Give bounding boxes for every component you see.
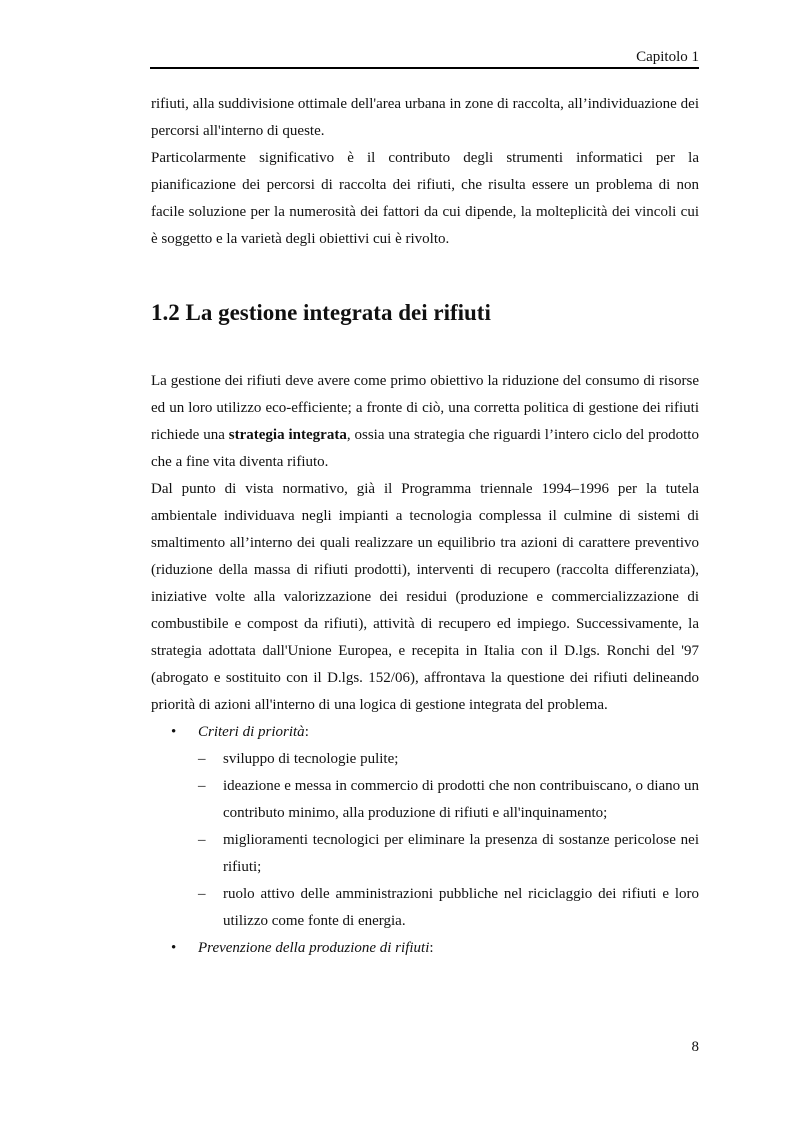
sub-list-item-text: ruolo attivo delle amministrazioni pubbliche nel riciclaggio dei rifiuti e loro utilizzo come fonte di energia. [223, 886, 699, 929]
running-header-chapter: Capitolo 1 [636, 49, 699, 65]
sub-list-item [198, 773, 699, 827]
list-item-prevenzione [151, 935, 699, 962]
paragraph-integrated-management [151, 368, 699, 476]
paragraph-continuation: rifiuti, alla suddivisione ottimale dell'area urbana in zone di raccolta, all’individuazione dei percorsi all'interno di queste. [151, 96, 699, 139]
bullet-icon: • [171, 940, 177, 956]
list-item-label: Criteri di priorità [198, 724, 305, 740]
sub-list-item [198, 827, 699, 881]
sub-list-item-text: miglioramenti tecnologici per eliminare la presenza di sostanze pericolose nei rifiuti; [223, 832, 699, 875]
header-rule [150, 67, 699, 69]
paragraph-informatics: Particolarmente significativo è il contributo degli strumenti informatici per la pianificazione dei percorsi di raccolta dei rifiuti, che risulta essere un problema di non facile soluzione per la numerosità dei fattori da cui dipende, la molteplicità dei vincoli cui è soggetto e la varietà degli obiettivi cui è rivolto. [151, 150, 699, 247]
sub-list [198, 746, 699, 935]
sub-list-item [198, 881, 699, 935]
list-item-label: Prevenzione della produzione di rifiuti [198, 940, 430, 956]
list-item-colon: : [429, 940, 434, 956]
list-item-colon: : [304, 724, 309, 740]
priority-list [151, 719, 699, 962]
page-number: 8 [691, 1039, 699, 1055]
dash-icon: – [198, 886, 206, 902]
list-item-criteri [151, 719, 699, 935]
sub-list-item-text: ideazione e messa in commercio di prodotti che non contribuiscano, o diano un contributo minimo, alla produzione di rifiuti e all'inquinamento; [223, 778, 699, 821]
bullet-icon: • [171, 724, 177, 740]
section-heading: 1.2 La gestione integrata dei rifiuti [151, 300, 491, 325]
dash-icon: – [198, 778, 206, 794]
page-content [151, 91, 699, 962]
dash-icon: – [198, 751, 206, 767]
sub-list-item [198, 746, 699, 773]
paragraph-text: , ossia una strategia che riguardi l’intero ciclo del prodotto che a fine vita diventa rifiuto. [151, 427, 699, 470]
emphasis-strategia-integrata: strategia integrata [228, 427, 347, 443]
sub-list-item-text: sviluppo di tecnologie pulite; [223, 751, 399, 767]
paragraph-legislation: Dal punto di vista normativo, già il Programma triennale 1994–1996 per la tutela ambientale individuava negli impianti a tecnologia complessa il culmine di sistemi di smaltimento all’interno dei quali realizzare un equilibrio tra azioni di carattere preventivo (riduzione della massa di rifiuti prodotti), interventi di recupero (raccolta differenziata), iniziative volte alla valorizzazione dei residui (produzione e commercializzazione di combustibile e compost da rifiuti), attività di recupero ed impiego. Successivamente, la strategia adottata dall'Unione Europea, e recepita in Italia con il D.lgs. Ronchi del '97 (abrogato e sostituito con il D.lgs. 152/06), affrontava la questione dei rifiuti delineando priorità di azioni all'interno di una logica di gestione integrata del problema. [151, 481, 699, 713]
paragraph-text: La gestione dei rifiuti deve avere come primo obiettivo la riduzione del consumo di risorse ed un loro utilizzo eco-efficiente; a fronte di ciò, una corretta politica di gestione dei rifiuti richiede una [151, 373, 699, 443]
dash-icon: – [198, 832, 206, 848]
